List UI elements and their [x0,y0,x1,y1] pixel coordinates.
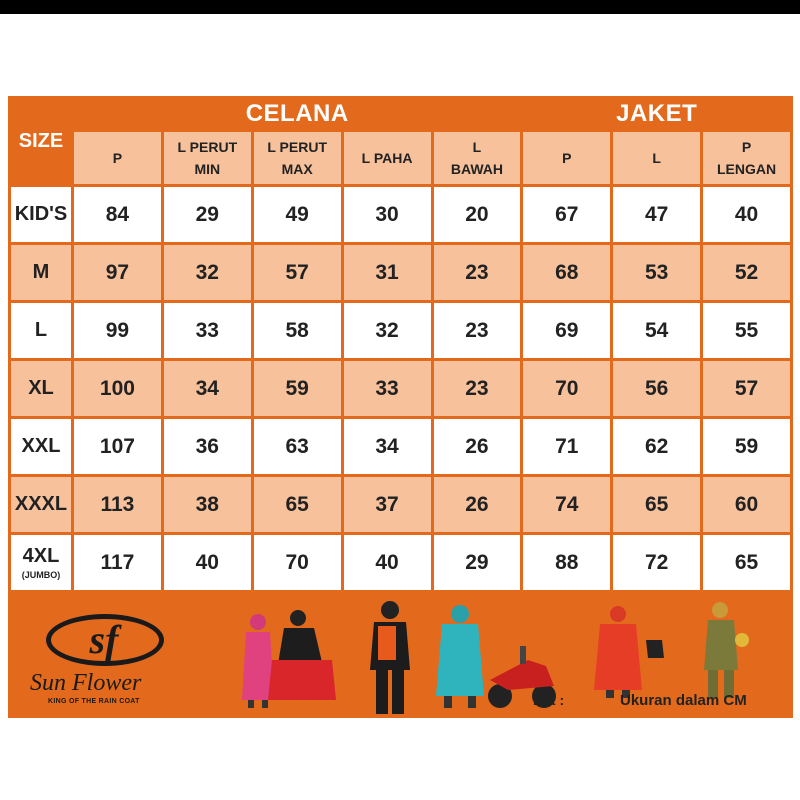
measurement-cell: 68 [523,245,610,300]
column-header-celana-0 [74,132,161,184]
size-label: KID'S [14,203,68,225]
measurement-cell: 34 [344,419,431,474]
measurement-cell: 107 [74,419,161,474]
measurement-cell: 67 [523,187,610,242]
measurement-cell: 31 [344,245,431,300]
size-label-cell [11,477,71,532]
measurement-cell: 59 [254,361,341,416]
measurement-cell: 26 [434,419,521,474]
measurement-cell: 54 [613,303,700,358]
column-header-celana-2 [254,132,341,184]
measurement-cell: 117 [74,535,161,590]
olive-kid-raincoat-figure [704,602,749,698]
column-header-line2: BAWAH [450,161,503,177]
measurement-cell: 65 [254,477,341,532]
unit-note: Ukuran dalam CM [620,692,747,709]
size-sublabel: (JUMBO) [21,570,61,580]
red-raincoat-figure [594,606,664,698]
measurement-cell: 20 [434,187,521,242]
measurement-cell: 40 [164,535,251,590]
measurement-cell: 62 [613,419,700,474]
measurement-cell: 74 [523,477,610,532]
measurement-cell: 26 [434,477,521,532]
measurement-cell: 53 [613,245,700,300]
red-black-raincoat-figure [268,610,336,700]
table-row [11,245,790,300]
size-label: M [32,261,50,283]
measurement-cell: 29 [434,535,521,590]
table-row [11,303,790,358]
table-row [11,477,790,532]
measurement-cell: 23 [434,361,521,416]
column-header-jaket-2 [703,132,790,184]
measurement-cell: 57 [703,361,790,416]
size-label-cell [11,535,71,590]
size-label-cell [11,187,71,242]
measurement-cell: 71 [523,419,610,474]
measurement-cell: 65 [613,477,700,532]
size-label-cell [11,419,71,474]
table-row [11,535,790,590]
measurement-cell: 49 [254,187,341,242]
size-label: 4XL [22,545,60,567]
measurement-cell: 113 [74,477,161,532]
column-header-line2: MAX [281,161,313,177]
measurement-cell: 70 [523,361,610,416]
column-header-celana-4 [434,132,521,184]
size-label: XL [28,377,54,399]
size-chart-table [8,96,793,593]
size-label-cell [11,303,71,358]
column-header-jaket-1 [613,132,700,184]
measurement-cell: 32 [344,303,431,358]
measurement-cell: 88 [523,535,610,590]
top-black-bar [0,0,800,14]
measurement-cell: 30 [344,187,431,242]
measurement-cell: 100 [74,361,161,416]
measurement-cell: 65 [703,535,790,590]
table-row [11,419,790,474]
measurement-cell: 57 [254,245,341,300]
column-header-celana-1 [164,132,251,184]
celana-group-header: CELANA [74,99,520,129]
size-label-cell [11,245,71,300]
measurement-cell: 38 [164,477,251,532]
note-label: Ket : [533,692,565,708]
measurement-cell: 97 [74,245,161,300]
measurement-cell: 40 [344,535,431,590]
size-header: SIZE [11,99,71,184]
measurement-cell: 33 [164,303,251,358]
measurement-cell: 72 [613,535,700,590]
measurement-cell: 36 [164,419,251,474]
measurement-cell: 23 [434,303,521,358]
measurement-cell: 23 [434,245,521,300]
measurement-cell: 52 [703,245,790,300]
size-label-cell [11,361,71,416]
measurement-cell: 29 [164,187,251,242]
measurement-cell: 63 [254,419,341,474]
column-header-line1: L [472,139,482,155]
column-header-line1: L PAHA [361,150,413,166]
measurement-cell: 99 [74,303,161,358]
measurement-cell: 84 [74,187,161,242]
column-header-line1: L PERUT [177,139,238,155]
measurement-cell: 55 [703,303,790,358]
brand-footer [8,600,793,718]
size-label: XXXL [14,493,68,515]
measurement-cell: 59 [703,419,790,474]
logo-monogram: sf [89,617,119,662]
black-red-jacket-figure [370,601,410,714]
table-row [11,187,790,242]
column-header-line2: MIN [194,161,221,177]
measurement-cell: 56 [613,361,700,416]
column-header-line1: P [741,139,752,155]
sun-flower-logo [26,610,186,710]
measurement-cell: 58 [254,303,341,358]
measurement-cell: 60 [703,477,790,532]
measurement-cell: 69 [523,303,610,358]
measurement-cell: 33 [344,361,431,416]
brand-tagline: KING OF THE RAIN COAT [48,698,140,705]
column-header-jaket-0 [523,132,610,184]
measurement-cell: 34 [164,361,251,416]
column-header-line2: LENGAN [717,161,777,177]
measurement-cell: 32 [164,245,251,300]
measurement-cell: 40 [703,187,790,242]
column-header-line1: P [112,150,123,166]
size-rows [11,187,790,590]
measurement-cell: 37 [344,477,431,532]
measurement-cell: 70 [254,535,341,590]
brand-name: Sun Flower [30,670,142,696]
column-header-line1: L [652,150,661,166]
column-header-line1: L PERUT [267,139,327,155]
column-header-row [11,132,790,184]
measurement-cell: 47 [613,187,700,242]
table-row [11,361,790,416]
size-label: L [34,319,48,341]
size-label: XXL [21,435,61,457]
jaket-group-header: JAKET [523,99,790,129]
column-header-line1: P [562,150,572,166]
teal-raincoat-figure [436,605,484,708]
column-header-celana-3 [344,132,431,184]
